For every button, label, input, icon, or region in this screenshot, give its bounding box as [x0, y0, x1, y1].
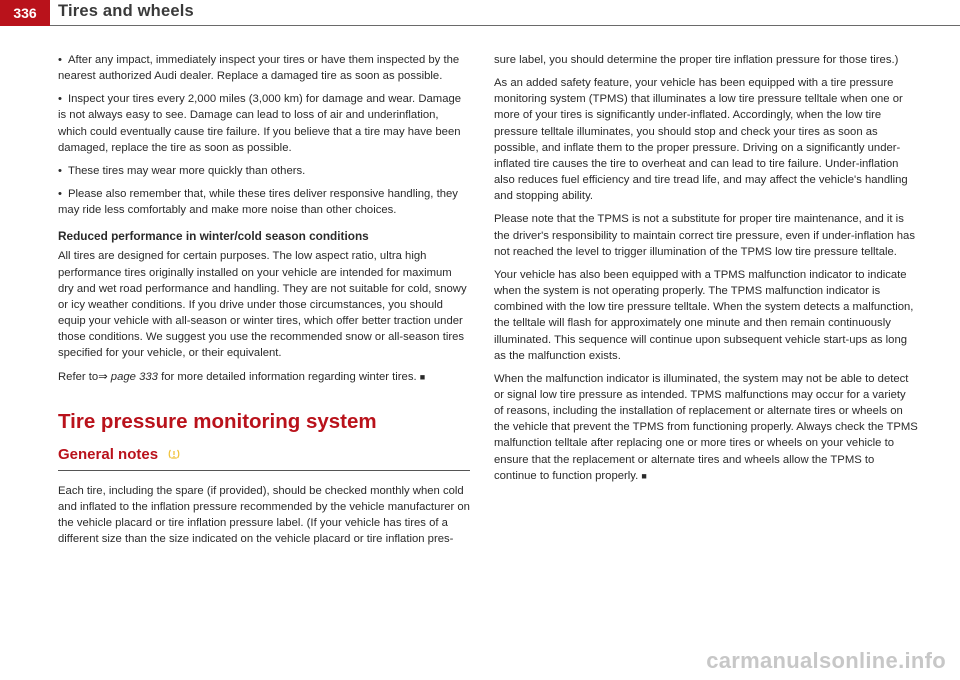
body-paragraph-text: When the malfunction indicator is illuminated, the system may not be able to detect or signal low tire pressure as intended. TPMS malfunctions may occur for a variety of reasons, including the installation of replacement or alternate tires or wheels on the vehicle that prevent the TPMS from functioning properly. Always check the TPMS malfunction telltale after replacing one or more tires or wheels on your vehicle to ensure that the replacement or alternate tires and wheels allow the TPMS to continue to function properly.: [494, 372, 918, 482]
page-header: [0, 0, 960, 30]
refer-prefix: Refer to: [58, 370, 99, 383]
header-rule: [50, 25, 960, 26]
winter-paragraph: All tires are designed for certain purposes. The low aspect ratio, ultra high performance tires originally installed on your vehicle are intended for maximum dry and wet road performance and handling. They are not suitable for cold, snowy or icy weather conditions. If you drive under those circumstances, you should equip your vehicle with all-season or winter tires, which offer better traction under those conditions. We suggest you use the recommended snow or all-season tires specified for your vehicle, or their equivalent.: [58, 250, 467, 360]
section-title: Tire pressure monitoring system: [58, 409, 377, 433]
bullet-item: • These tires may wear more quickly than others.: [58, 163, 470, 179]
left-column: [58, 52, 470, 554]
right-column: [494, 52, 918, 491]
refer-arrow: ⇒: [98, 370, 108, 383]
bullet-item: • Inspect your tires every 2,000 miles (3,000 km) for damage and wear. Damage is not always easy to see. Damage can lead to loss of air and underinflation, which could eventually cause tire failure. If you believe that a tire may have been damaged, replace the tire as soon as possible.: [58, 91, 470, 156]
refer-suffix: for more detailed information regarding winter tires.: [161, 370, 417, 383]
subsection-title: [58, 445, 470, 471]
tpms-warning-icon: [168, 448, 180, 460]
page-reference-link[interactable]: page 333: [110, 370, 158, 383]
site-watermark: carmanualsonline.info: [706, 648, 946, 673]
end-of-section-mark: ■: [419, 371, 426, 382]
body-paragraph: As an added safety feature, your vehicle has been equipped with a tire pressure monitoring system (TPMS) that illuminates a low tire pressure telltale when one or more of your tires is significantly under-inflated. Accordingly, when the low tire pressure telltale illuminates, you should stop and check your tires as soon as possible, and inflate them to the proper pressure. Driving on a significantly under-inflated tire causes the tire to overheat and can lead to tire failure. Under-inflation also reduces fuel efficiency and tire tread life, and may affect the vehicle's handling and stopping ability.: [494, 77, 908, 203]
body-paragraph: Please note that the TPMS is not a substitute for proper tire maintenance, and it is the driver's responsibility to maintain correct tire pressure, even if under-inflation has not reached the level to trigger illumination of the TPMS low tire pressure telltale.: [494, 213, 915, 258]
refer-paragraph: [58, 369, 470, 385]
end-of-section-mark: ■: [641, 470, 647, 481]
chapter-title: Tires and wheels: [58, 2, 194, 20]
winter-subheading: Reduced performance in winter/cold season conditions: [58, 229, 369, 244]
subsection-title-text: General notes: [58, 445, 159, 463]
bullet-item: • After any impact, immediately inspect your tires or have them inspected by the nearest authorized Audi dealer. Replace a damaged tire as soon as possible.: [58, 52, 470, 84]
body-paragraph: Your vehicle has also been equipped with a TPMS malfunction indicator to indicate when the system is not operating properly. The TPMS malfunction indicator is combined with the low tire pressure telltale. When the system detects a malfunction, the telltale will flash for approximately one minute and then remain continuously illuminated. This sequence will continue upon subsequent vehicle start-ups as long as the malfunction exists.: [494, 268, 914, 362]
general-notes-paragraph: Each tire, including the spare (if provided), should be checked monthly when cold and inflated to the inflation pressure recommended by the vehicle manufacturer on the vehicle placard or tire inflation pressure label. (If your vehicle has tires of a different size than the size indicated on the vehicle placard or tire inflation pres-: [58, 484, 470, 546]
bullet-item: • Please also remember that, while these tires deliver responsive handling, they may ride less comfortably and make more noise than other choices.: [58, 186, 470, 218]
page-number: 336: [0, 0, 50, 26]
body-paragraph: sure label, you should determine the proper tire inflation pressure for those tires.): [494, 54, 899, 66]
last-paragraph: [494, 371, 918, 484]
